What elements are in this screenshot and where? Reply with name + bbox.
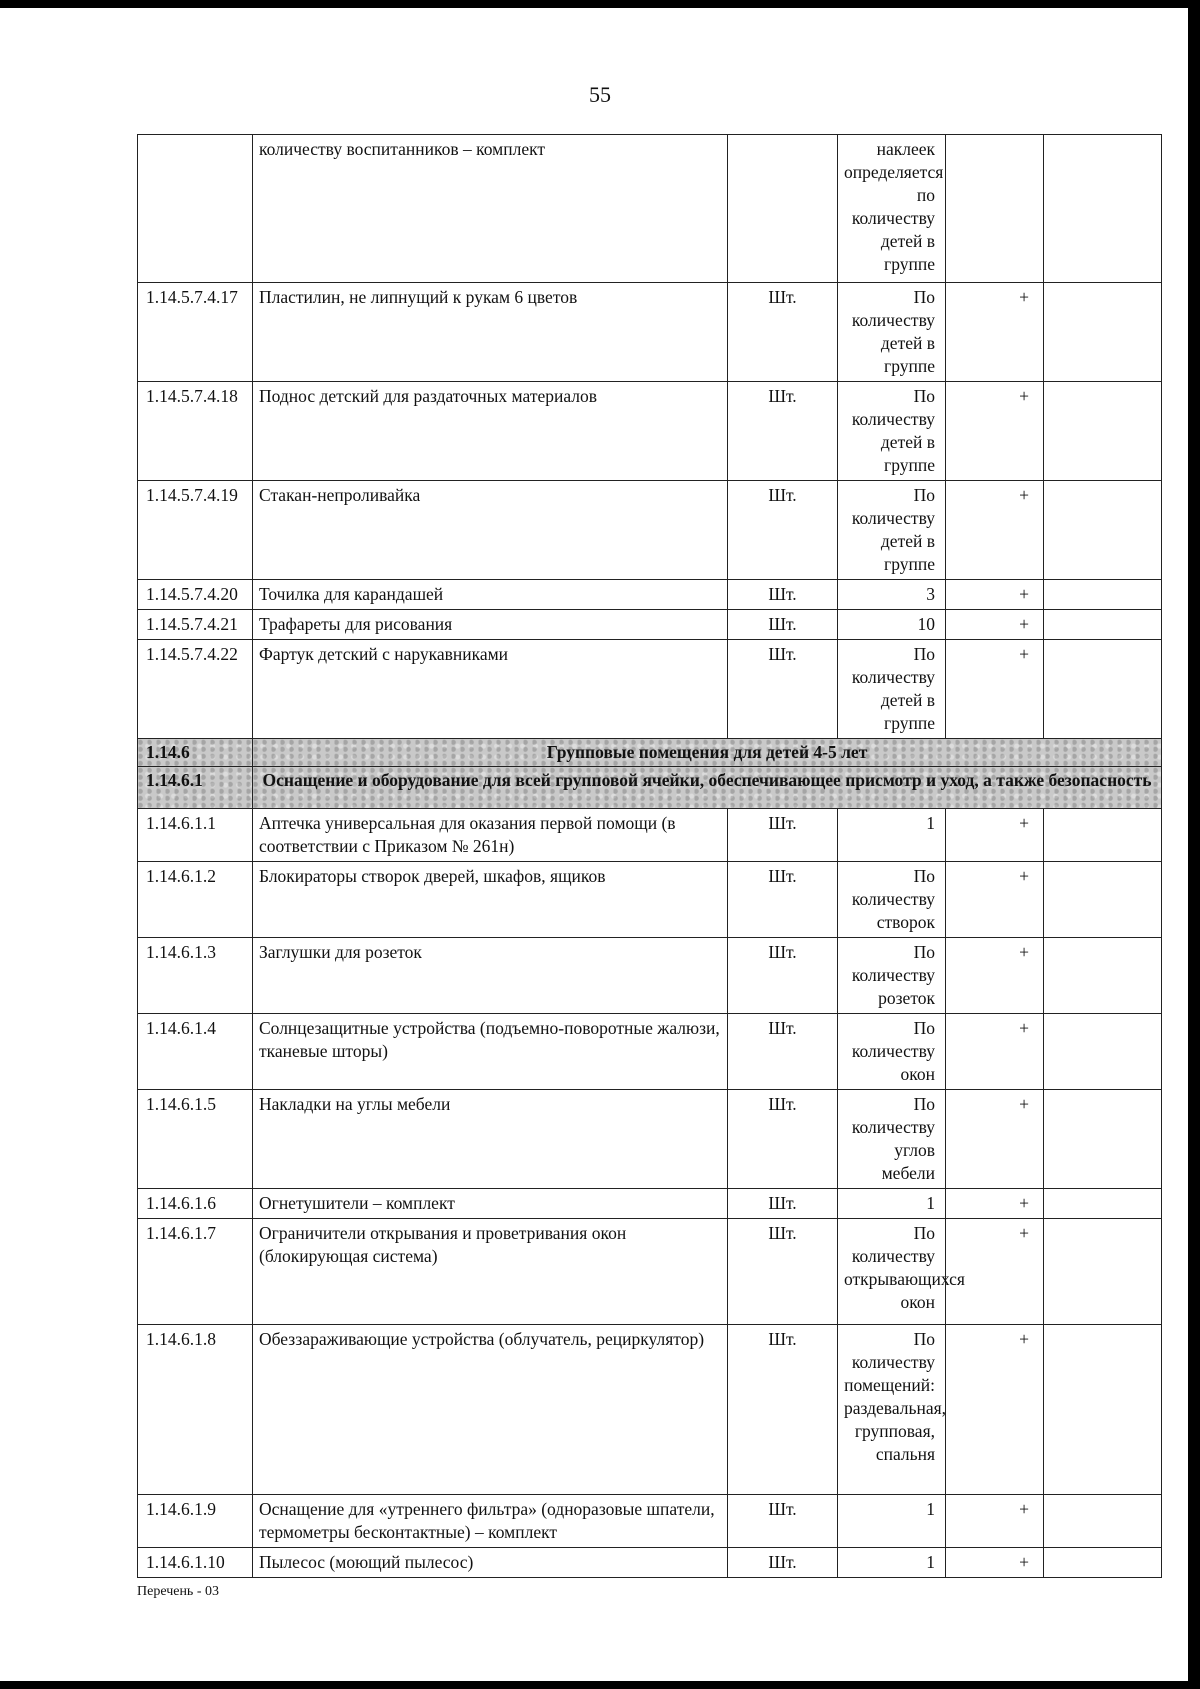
item-code: 1.14.5.7.4.19 (138, 481, 253, 580)
item-quantity: По количеству детей в группе (838, 283, 946, 382)
item-mark: + (946, 938, 1044, 1014)
item-quantity: По количеству детей в группе (838, 481, 946, 580)
item-unit: Шт. (728, 1219, 838, 1325)
item-name: Огнетушители – комплект (253, 1189, 728, 1219)
table-row (138, 1219, 1162, 1325)
item-quantity: 3 (838, 580, 946, 610)
item-mark: + (946, 580, 1044, 610)
equipment-table (137, 134, 1162, 1578)
item-quantity: По количеству детей в группе (838, 382, 946, 481)
item-code: 1.14.5.7.4.20 (138, 580, 253, 610)
item-mark: + (946, 1325, 1044, 1495)
item-unit: Шт. (728, 1325, 838, 1495)
item-quantity: По количеству розеток (838, 938, 946, 1014)
table-row (138, 283, 1162, 382)
item-code: 1.14.6.1.6 (138, 1189, 253, 1219)
item-extra (1044, 135, 1162, 283)
page-footer: Перечень - 03 (137, 1584, 219, 1599)
item-name: Пластилин, не липнущий к рукам 6 цветов (253, 283, 728, 382)
item-unit: Шт. (728, 1090, 838, 1189)
item-extra (1044, 382, 1162, 481)
item-code: 1.14.6.1.1 (138, 809, 253, 862)
item-code: 1.14.6.1.7 (138, 1219, 253, 1325)
item-mark: + (946, 382, 1044, 481)
item-quantity: 1 (838, 1189, 946, 1219)
table-body (138, 135, 1162, 1578)
item-name: Обеззараживающие устройства (облучатель, рециркулятор) (253, 1325, 728, 1495)
table-row (138, 135, 1162, 283)
item-mark: + (946, 283, 1044, 382)
item-extra (1044, 1219, 1162, 1325)
table-row (138, 580, 1162, 610)
item-name: Поднос детский для раздаточных материалов (253, 382, 728, 481)
item-extra (1044, 809, 1162, 862)
item-mark: + (946, 1219, 1044, 1325)
item-quantity: По количеству открывающихся окон (838, 1219, 946, 1325)
table-row (138, 1090, 1162, 1189)
page-number: 55 (589, 82, 611, 107)
scan-border-bottom (0, 1681, 1200, 1689)
item-unit: Шт. (728, 1548, 838, 1578)
item-extra (1044, 862, 1162, 938)
table-row (138, 382, 1162, 481)
section-row (138, 767, 1162, 809)
item-extra (1044, 1495, 1162, 1548)
item-extra (1044, 938, 1162, 1014)
item-extra (1044, 580, 1162, 610)
section-row (138, 739, 1162, 767)
item-code: 1.14.6.1.3 (138, 938, 253, 1014)
item-extra (1044, 1325, 1162, 1495)
item-unit: Шт. (728, 640, 838, 739)
item-mark (946, 135, 1044, 283)
table-row (138, 1495, 1162, 1548)
item-code: 1.14.6.1.9 (138, 1495, 253, 1548)
item-name: Фартук детский с нарукавниками (253, 640, 728, 739)
item-mark: + (946, 1495, 1044, 1548)
item-code: 1.14.6.1.10 (138, 1548, 253, 1578)
item-unit: Шт. (728, 610, 838, 640)
item-extra (1044, 481, 1162, 580)
item-unit: Шт. (728, 1189, 838, 1219)
item-extra (1044, 1189, 1162, 1219)
item-name: Пылесос (моющий пылесос) (253, 1548, 728, 1578)
item-quantity: По количеству углов мебели (838, 1090, 946, 1189)
item-unit: Шт. (728, 938, 838, 1014)
item-quantity: По количеству детей в группе (838, 640, 946, 739)
item-unit: Шт. (728, 1014, 838, 1090)
item-mark: + (946, 640, 1044, 739)
table-row (138, 481, 1162, 580)
scan-border-right (1188, 0, 1200, 1689)
item-mark: + (946, 481, 1044, 580)
item-code: 1.14.6.1.5 (138, 1090, 253, 1189)
item-unit (728, 135, 838, 283)
item-quantity: 10 (838, 610, 946, 640)
item-mark: + (946, 1090, 1044, 1189)
item-name: Точилка для карандашей (253, 580, 728, 610)
item-mark: + (946, 809, 1044, 862)
item-mark: + (946, 610, 1044, 640)
item-code: 1.14.5.7.4.17 (138, 283, 253, 382)
table-row (138, 938, 1162, 1014)
item-extra (1044, 610, 1162, 640)
table-row (138, 1014, 1162, 1090)
item-mark: + (946, 1548, 1044, 1578)
item-quantity: По количеству помещений: раздевальная, групповая, спальня (838, 1325, 946, 1495)
item-extra (1044, 1090, 1162, 1189)
table-row (138, 640, 1162, 739)
item-quantity: По количеству окон (838, 1014, 946, 1090)
item-name: количеству воспитанников – комплект (253, 135, 728, 283)
section-code: 1.14.6 (138, 739, 253, 767)
item-quantity: 1 (838, 809, 946, 862)
item-name: Накладки на углы мебели (253, 1090, 728, 1189)
table-row (138, 1189, 1162, 1219)
item-unit: Шт. (728, 809, 838, 862)
item-code: 1.14.5.7.4.18 (138, 382, 253, 481)
item-name: Оснащение для «утреннего фильтра» (одноразовые шпатели, термометры бесконтактные) – комплект (253, 1495, 728, 1548)
item-quantity: По количеству створок (838, 862, 946, 938)
item-unit: Шт. (728, 580, 838, 610)
item-extra (1044, 1548, 1162, 1578)
item-extra (1044, 283, 1162, 382)
section-title: Оснащение и оборудование для всей групповой ячейки, обеспечивающее присмотр и уход, а также безопасность (253, 767, 1162, 809)
item-name: Стакан-непроливайка (253, 481, 728, 580)
item-name: Заглушки для розеток (253, 938, 728, 1014)
item-extra (1044, 640, 1162, 739)
item-quantity: наклеек определяется по количеству детей в группе (838, 135, 946, 283)
section-title: Групповые помещения для детей 4-5 лет (253, 739, 1162, 767)
item-unit: Шт. (728, 283, 838, 382)
item-mark: + (946, 862, 1044, 938)
section-code: 1.14.6.1 (138, 767, 253, 809)
item-code: 1.14.6.1.4 (138, 1014, 253, 1090)
item-mark: + (946, 1189, 1044, 1219)
item-name: Солнцезащитные устройства (подъемно-поворотные жалюзи, тканевые шторы) (253, 1014, 728, 1090)
item-unit: Шт. (728, 382, 838, 481)
table-row (138, 610, 1162, 640)
item-name: Трафареты для рисования (253, 610, 728, 640)
item-mark: + (946, 1014, 1044, 1090)
item-name: Ограничители открывания и проветривания окон (блокирующая система) (253, 1219, 728, 1325)
item-code (138, 135, 253, 283)
item-name: Блокираторы створок дверей, шкафов, ящиков (253, 862, 728, 938)
table-row (138, 862, 1162, 938)
table-row (138, 1548, 1162, 1578)
item-code: 1.14.6.1.8 (138, 1325, 253, 1495)
item-quantity: 1 (838, 1548, 946, 1578)
table-row (138, 1325, 1162, 1495)
item-code: 1.14.5.7.4.22 (138, 640, 253, 739)
item-name: Аптечка универсальная для оказания первой помощи (в соответствии с Приказом № 261н) (253, 809, 728, 862)
item-unit: Шт. (728, 481, 838, 580)
table-row (138, 809, 1162, 862)
item-code: 1.14.5.7.4.21 (138, 610, 253, 640)
item-extra (1044, 1014, 1162, 1090)
item-unit: Шт. (728, 1495, 838, 1548)
item-quantity: 1 (838, 1495, 946, 1548)
scan-border-top (0, 0, 1200, 8)
item-unit: Шт. (728, 862, 838, 938)
item-code: 1.14.6.1.2 (138, 862, 253, 938)
